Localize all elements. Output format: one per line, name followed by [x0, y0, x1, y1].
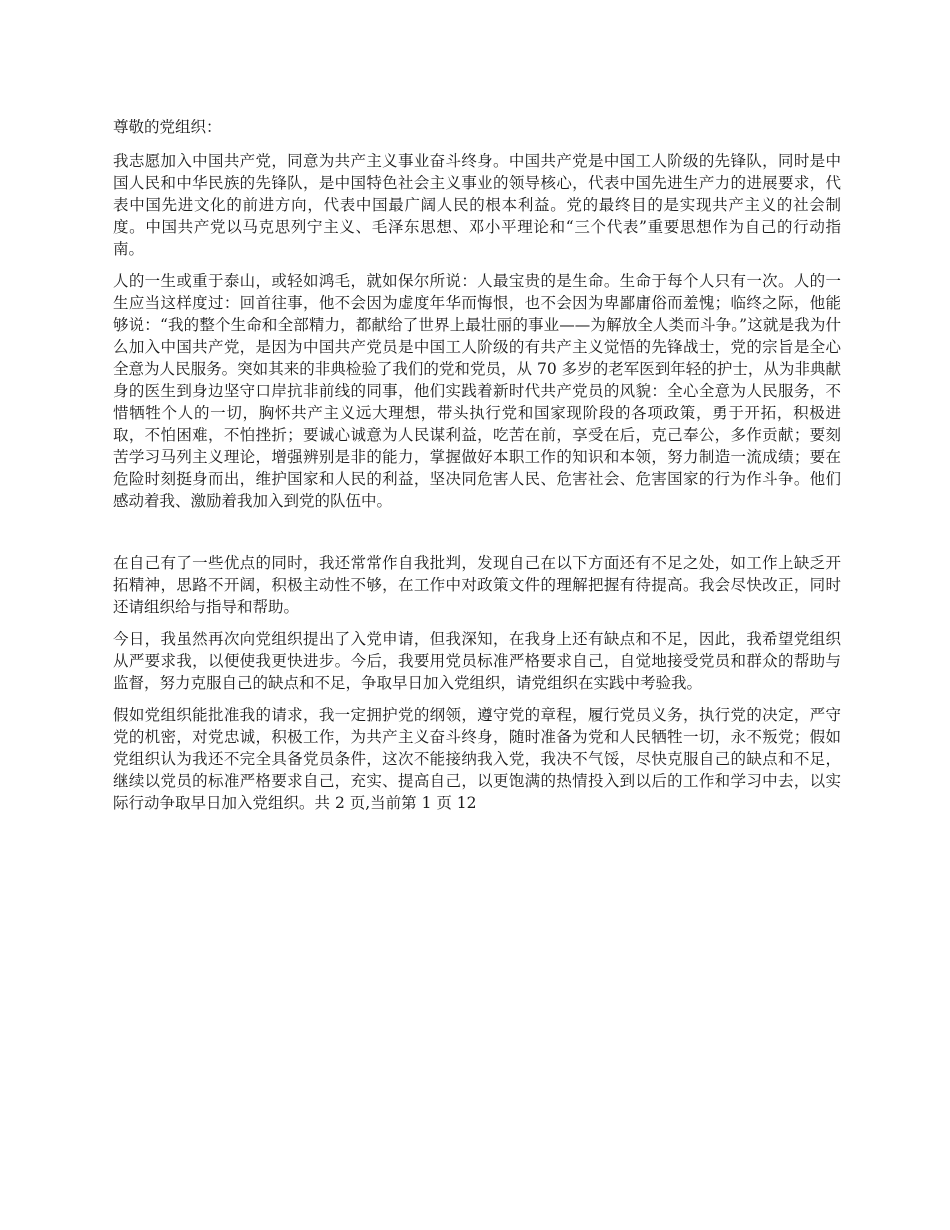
paragraph-request: 今日，我虽然再次向党组织提出了入党申请，但我深知，在我身上还有缺点和不足，因此，我希望党组织从严要求我，以便使我更快进步。今后，我要用党员标准严格要求自己，自觉地接受党员和群众的帮助与监督，努力克服自己的缺点和不足，争取早日加入党组织，请党组织在实践中考验我。: [113, 630, 841, 692]
paragraph-motivation: 人的一生或重于泰山，或轻如鸿毛，就如保尔所说：人最宝贵的是生命。生命于每个人只有一次。人的一生应当这样度过：回首往事，他不会因为虚度年华而悔恨，也不会因为卑鄙庸俗而羞愧；临终之际，他能够说：“我的整个生命和全部精力，都献给了世界上最壮丽的事业——为解放全人类而斗争。”这就是我为什么加入中国共产党，是因为中国共产党员是中国工人阶级的有共产主义觉悟的先锋战士，党的宗旨是全心全意为人民服务。突如其来的非典检验了我们的党和党员，从 70 多岁的老军医到年轻的护士，从为非典献身的医生到身边坚守口岸抗非前线的同事，他们实践着新时代共产党员的风貌：全心全意为人民服务，不惜牺牲个人的一切，胸怀共产主义远大理想，带头执行党和国家现阶段的各项政策，勇于开拓，积极进取，不怕困难，不怕挫折；要诚心诚意为人民谋利益，吃苦在前，享受在后，克己奉公，多作贡献；要刻苦学习马列主义理论，增强辨别是非的能力，掌握做好本职工作的知识和本领，努力制造一流成绩；要在危险时刻挺身而出，维护国家和人民的利益，坚决同危害人民、危害社会、危害国家的行为作斗争。他们感动着我、激励着我加入到党的队伍中。: [113, 272, 841, 510]
paragraph-self-criticism: 在自己有了一些优点的同时，我还常常作自我批判，发现自己在以下方面还有不足之处，如工作上缺乏开拓精神，思路不开阔，积极主动性不够，在工作中对政策文件的理解把握有待提高。我会尽快改正，同时还请组织给与指导和帮助。: [113, 554, 841, 616]
paragraph-intent: 我志愿加入中国共产党，同意为共产主义事业奋斗终身。中国共产党是中国工人阶级的先锋队，同时是中国人民和中华民族的先锋队，是中国特色社会主义事业的领导核心，代表中国先进生产力的进展要求，代表中国先进文化的前进方向，代表中国最广阔人民的根本利益。党的最终目的是实现共产主义的社会制度。中国共产党以马克思列宁主义、毛泽东思想、邓小平理论和“三个代表”重要思想作为自己的行动指南。: [113, 152, 841, 258]
paragraph-pledge: [113, 704, 841, 814]
page-indicator: 共 2 页,当前第 1 页 12: [314, 794, 477, 812]
document-page: [113, 116, 841, 824]
paragraph-pledge-text: 假如党组织能批准我的请求，我一定拥护党的纲领，遵守党的章程，履行党员义务，执行党的决定，严守党的机密，对党忠诚，积极工作，为共产主义奋斗终身，随时准备为党和人民牺牲一切，永不叛党；假如党组织认为我还不完全具备党员条件，这次不能接纳我入党，我决不气馁，尽快克服自己的缺点和不足，继续以党员的标准严格要求自己，充实、提高自己，以更饱满的热情投入到以后的工作和学习中去，以实际行动争取早日加入党组织。: [113, 706, 841, 812]
salutation: 尊敬的党组织：: [113, 118, 222, 136]
